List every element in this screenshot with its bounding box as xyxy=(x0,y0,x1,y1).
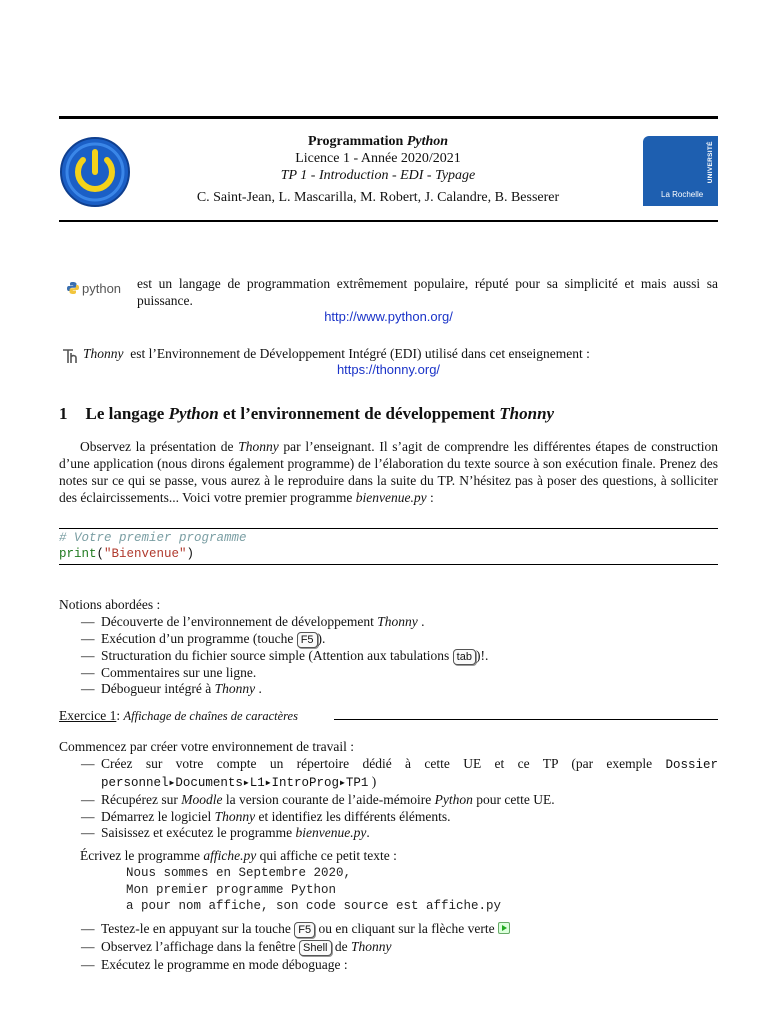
university-side-label: UNIVERSITÉ xyxy=(706,141,714,184)
power-logo-icon xyxy=(59,136,131,208)
intro-paragraph: Observez la présentation de Thonny par l’enseignant. Il s’agit de comprendre les différentes étapes de construction d’une application (nous dirons également programme) de l’élaboration du texte source à son exécution finale. Prenez des notes sur ce qui se passe, vous aurez à le reproduire dans la suite du TP. N’hésitez pas à poser des questions, à solliciter des éclaircissements... Voici votre premier programme bienvenue.py : xyxy=(59,439,719,505)
list-item: — Commentaires sur une ligne. xyxy=(59,665,718,682)
thonny-description: est l’Environnement de Développement Intégré (EDI) utilisé dans cet enseignement : xyxy=(130,346,590,361)
list-item: — Observez l’affichage dans la fenêtre Shell de Thonny xyxy=(59,938,718,956)
list-item: — Créez sur votre compte un répertoire dédié à cette UE et ce TP (par exemple Dossier personnel▶Documents▶L1▶IntroProg▶TP1 ) xyxy=(59,756,718,792)
thonny-url-wrap xyxy=(59,362,718,379)
course-year: Licence 1 - Année 2020/2021 xyxy=(295,151,461,166)
list-item: — Exécutez le programme en mode déboguage : xyxy=(59,956,718,973)
header-top-rule xyxy=(59,116,718,119)
python-url-link[interactable]: http://www.python.org/ xyxy=(324,309,453,324)
exercise-title: Affichage de chaînes de caractères xyxy=(123,709,298,723)
notions-list xyxy=(59,614,718,698)
output-line: a pour nom affiche, son code source est affiche.py xyxy=(126,899,502,913)
section-number: 1 xyxy=(59,404,68,423)
list-item: — Récupérez sur Moodle la version courante de l’aide-mémoire Python pour cette UE. xyxy=(59,792,718,809)
list-item: — Démarrez le logiciel Thonny et identifiez les différents éléments. xyxy=(59,809,718,826)
f5-key: F5 xyxy=(294,922,315,938)
course-title: Programmation Python xyxy=(307,134,449,149)
python-logo xyxy=(66,281,121,298)
thonny-line xyxy=(83,346,590,363)
list-item: — Découverte de l’environnement de développement Thonny . xyxy=(59,614,718,631)
authors: C. Saint-Jean, L. Mascarilla, M. Robert, J. Calandre, B. Besserer xyxy=(196,190,560,205)
header-bottom-rule xyxy=(59,220,718,222)
code-bottom-rule xyxy=(59,564,718,565)
list-item: — Structuration du fichier source simple (Attention aux tabulations tab )!. xyxy=(59,648,718,665)
code-block xyxy=(59,530,247,562)
list-item: — Exécution d’un programme (touche F5 ). xyxy=(59,631,718,648)
write-instruction: Écrivez le programme affiche.py qui affiche ce petit texte : xyxy=(80,848,397,863)
list-item: — Saisissez et exécutez le programme bienvenue.py. xyxy=(59,825,718,842)
python-url-wrap xyxy=(59,309,718,326)
code-comment: # Votre premier programme xyxy=(59,531,247,545)
tp-title: TP 1 - Introduction - EDI - Typage xyxy=(280,168,476,183)
exercise-label: Exercice 1 xyxy=(59,708,117,723)
python-logo-icon xyxy=(66,281,80,295)
list-item: — Testez-le en appuyant sur la touche F5 ou en cliquant sur la flèche verte xyxy=(59,920,718,938)
output-line: Nous sommes en Septembre 2020, xyxy=(126,866,352,880)
tab-key: tab xyxy=(453,649,476,665)
university-logo xyxy=(643,136,718,206)
thonny-url-link[interactable]: https://thonny.org/ xyxy=(336,362,441,377)
test-list xyxy=(59,920,718,973)
exercise-rule xyxy=(334,719,718,720)
section-heading: 1 Le langage Python et l’environnement de développement Thonny xyxy=(59,404,555,423)
f5-key: F5 xyxy=(297,632,318,648)
university-name: La Rochelle xyxy=(661,189,704,199)
setup-list xyxy=(59,756,718,842)
python-description: est un langage de programmation extrêmement populaire, réputé pour sa simplicité et mais aussi sa puissance. xyxy=(137,276,718,308)
code-top-rule xyxy=(59,528,718,529)
shell-key: Shell xyxy=(299,940,331,956)
run-arrow-icon xyxy=(498,922,510,934)
python-logo-text: python xyxy=(82,281,122,296)
code-print-line: print("Bienvenue") xyxy=(59,547,195,561)
list-item: — Débogueur intégré à Thonny . xyxy=(59,681,718,698)
header-block xyxy=(140,133,616,206)
exercise-start: Commencez par créer votre environnement de travail : xyxy=(59,739,354,754)
expected-output xyxy=(126,865,501,915)
output-line: Mon premier programme Python xyxy=(126,882,337,897)
exercise-header: Exercice 1: Affichage de chaînes de caractères xyxy=(59,708,298,723)
notions-title: Notions abordées : xyxy=(59,597,161,612)
thonny-name: Thonny xyxy=(83,346,124,361)
